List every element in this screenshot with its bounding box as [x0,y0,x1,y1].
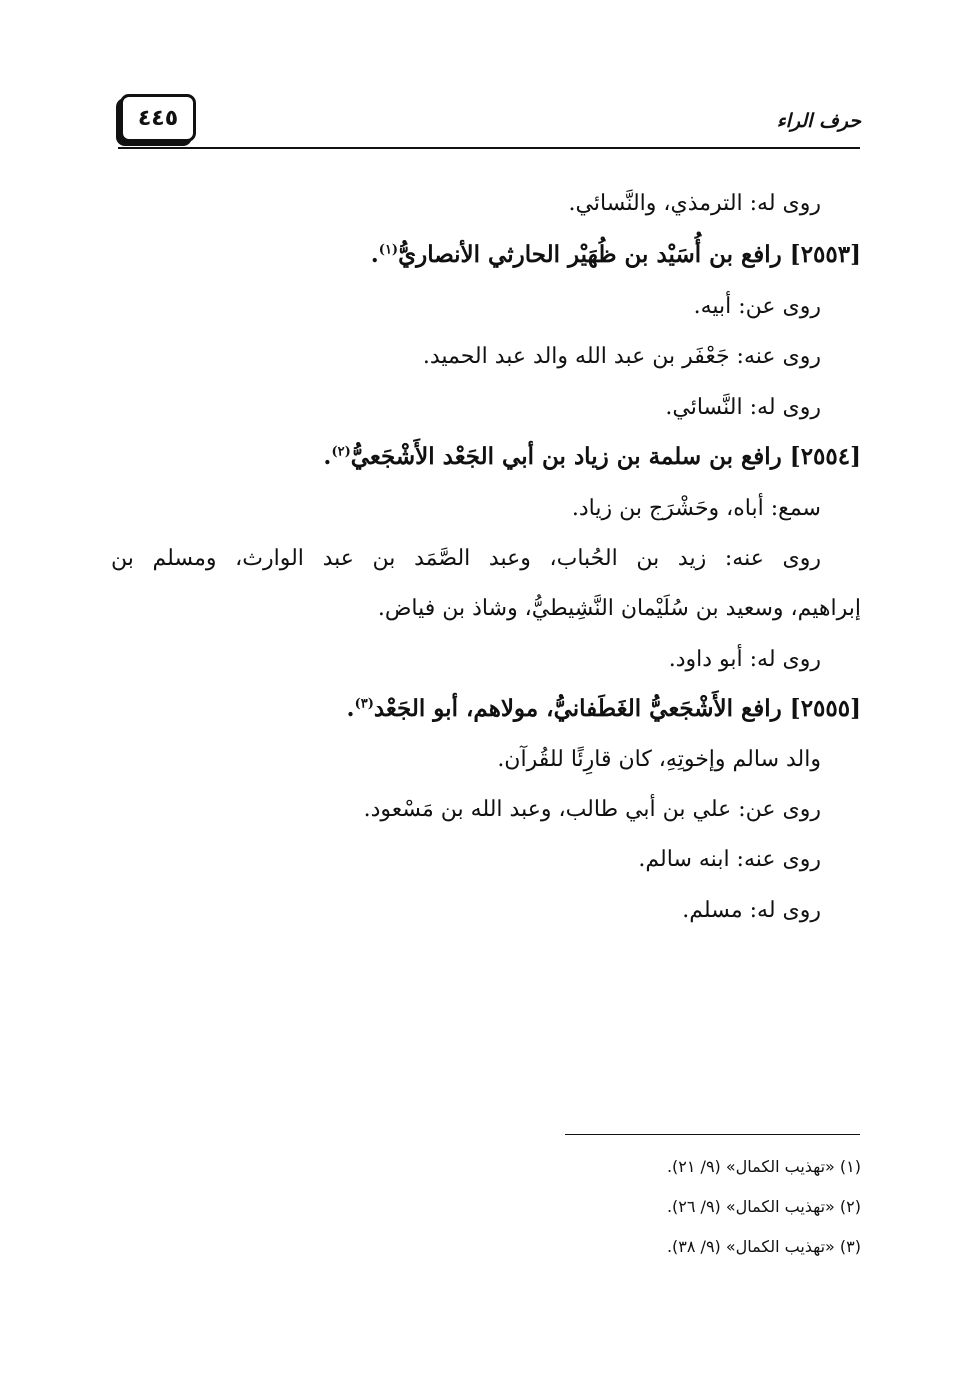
page-number: ٤٤٥ [137,105,179,131]
heading-period: . [370,241,379,268]
footnote-marker: (١) [378,242,399,258]
body-line: روى عنه: جَعْفَر بن عبد الله والد عبد الحميد. [422,344,821,369]
footnote: (٣) «تهذيب الكمال» (٩/ ٣٨). [666,1237,861,1256]
body-line: روى له: أبو داود. [668,647,821,672]
running-header-title: حرف الراء [776,110,861,132]
entry-heading-2554 [323,437,861,477]
body-line: روى عنه: زيد بن الحُباب، وعبد الصَّمَد بن عبد الوارث، ومسلم بن [111,546,821,571]
footnote-rule [565,1134,860,1135]
body-line: روى له: الترمذي، والنَّسائي. [568,191,821,216]
entry-heading-text: [٢٥٥٥] رافع الأَشْجَعيُّ الغَطَفانيُّ، مولاهم، أبو الجَعْد [373,695,861,722]
entry-heading-text: [٢٥٥٤] رافع بن سلمة بن زياد بن أبي الجَعْد الأَشْجَعيُّ [350,443,861,470]
entry-heading-text: [٢٥٥٣] رافع بن أُسَيْد بن ظُهَيْر الحارثي الأنصاريُّ [398,241,861,268]
body-line: إبراهيم، وسعيد بن سُلَيْمان النَّشِيطيُّ، وشاذ بن فياض. [377,596,861,621]
footnote: (١) «تهذيب الكمال» (٩/ ٢١). [666,1157,861,1176]
footnote-marker: (٣) [354,696,374,712]
heading-period: . [346,695,355,722]
footnote-marker: (٢) [331,444,351,460]
entry-heading-2553 [371,235,861,275]
body-line: روى له: مسلم. [682,898,821,923]
body-line: سمع: أباه، وحَشْرَج بن زياد. [571,496,821,521]
body-line: روى له: النَّسائي. [665,395,821,420]
body-line: روى عن: علي بن أبي طالب، وعبد الله بن مَسْعود. [363,797,821,822]
entry-heading-2555 [347,689,861,729]
body-line: روى عنه: ابنه سالم. [638,847,821,872]
footnote: (٢) «تهذيب الكمال» (٩/ ٢٦). [666,1197,861,1216]
body-line: والد سالم وإخوتِهِ، كان قارِئًا للقُرآن. [497,747,821,772]
header-rule [118,147,860,149]
page-number-box [120,94,196,142]
body-line: روى عن: أبيه. [693,294,821,319]
heading-period: . [323,443,332,470]
